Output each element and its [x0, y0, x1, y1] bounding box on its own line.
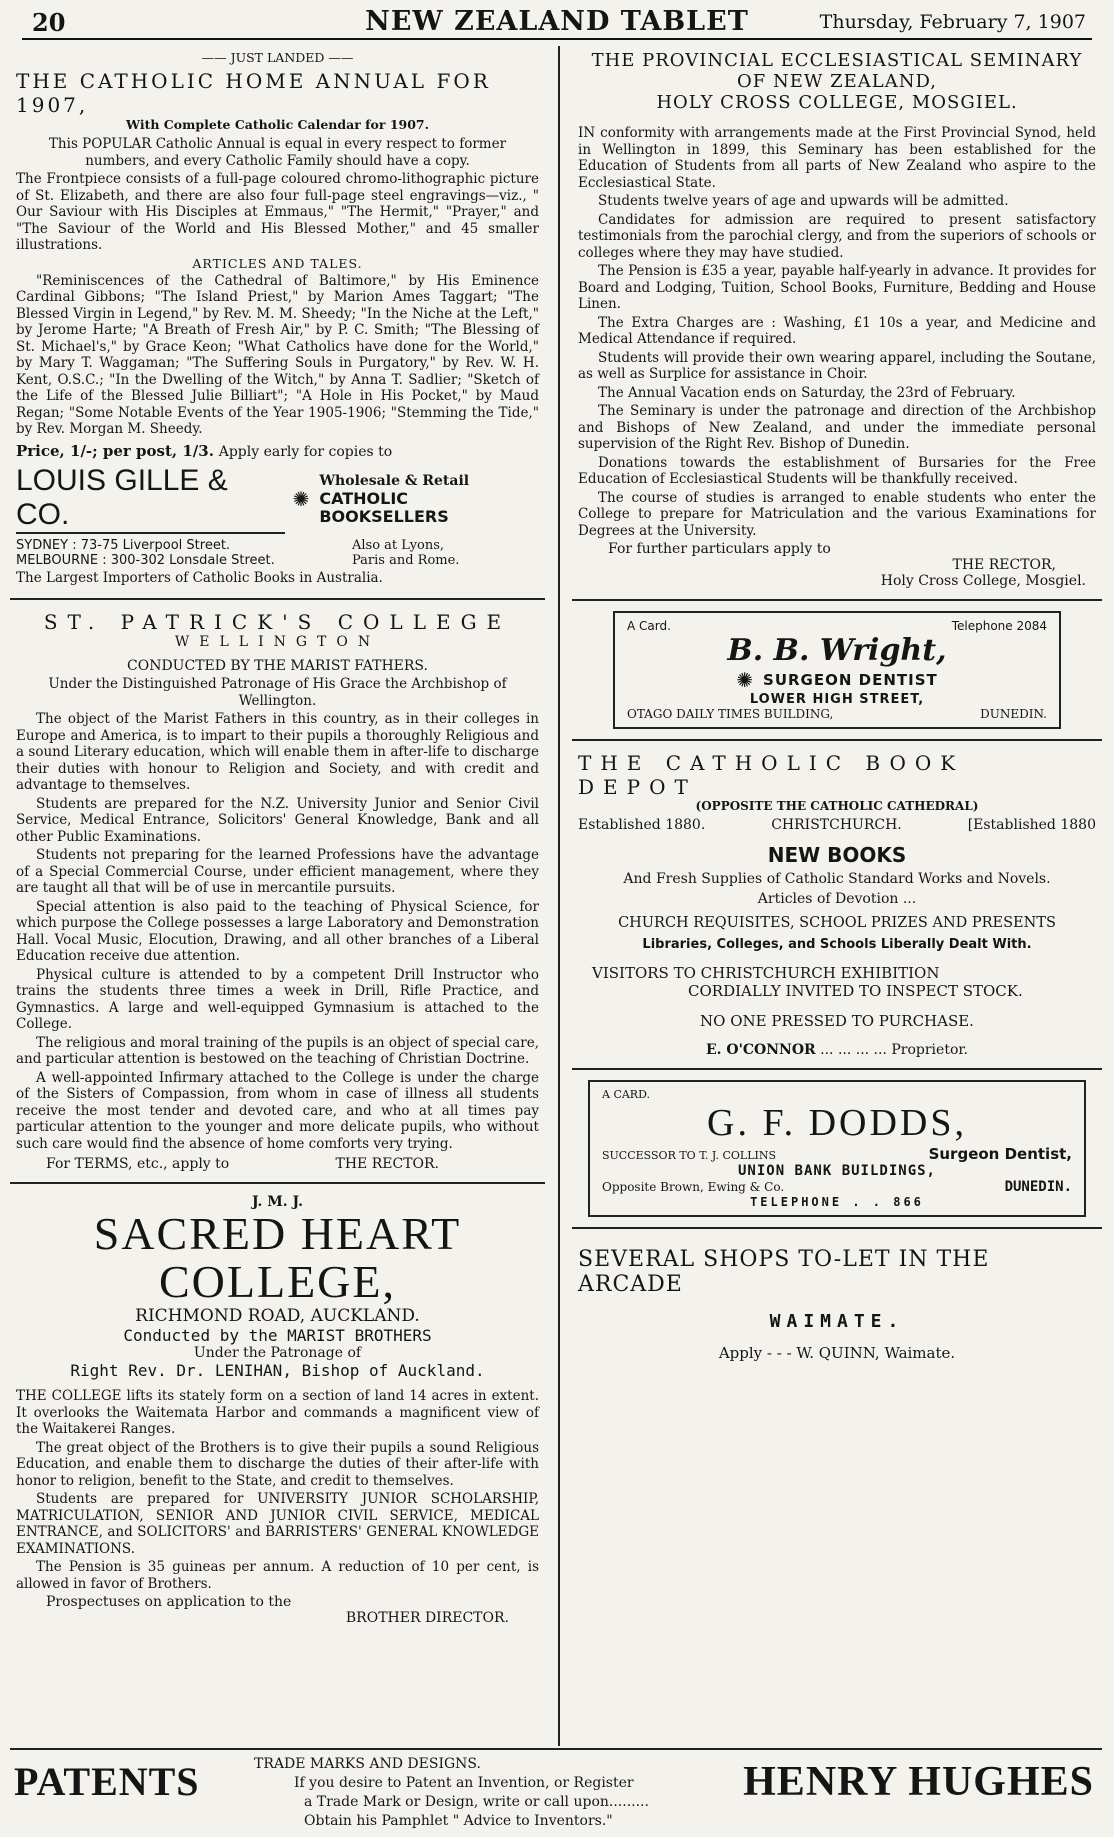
- sacred-para-3: Students are prepared for UNIVERSITY JUNIOR SCHOLARSHIP, MATRICULATION, SENIOR AND JUNIOR CIVIL SERVICE, MEDICAL ENTRANCE, and SOLICITORS' and BARRISTERS' GENERAL KNOWLEDGE EXAMINATIONS.: [16, 1491, 539, 1557]
- also-at-lyons: Also at Lyons,: [352, 537, 445, 553]
- annual-price: Price, 1/-; per post, 1/3.: [16, 441, 214, 460]
- patricks-conducted: CONDUCTED BY THE MARIST FATHERS.: [127, 658, 428, 674]
- dodds-city: DUNEDIN.: [1004, 1179, 1072, 1195]
- dodds-card-label: A CARD.: [602, 1088, 651, 1101]
- patricks-para-2: Students are prepared for the N.Z. University Junior and Senior Civil Service, Medical Entrance, Solicitors' General Knowledge, Bank and all other Public Examinations.: [16, 795, 539, 845]
- patents-line-2: a Trade Mark or Design, write or call upon.........: [304, 1794, 649, 1810]
- depot-no-one: NO ONE PRESSED TO PURCHASE.: [700, 1012, 974, 1030]
- depot-est-right: [Established 1880: [967, 817, 1096, 833]
- dodds-dentist-card: [588, 1080, 1086, 1217]
- starburst-icon: ✺: [292, 486, 310, 511]
- seminary-para-10: The course of studies is arranged to enable students who enter the College to prepare for Matriculation and the various Examinations for Degrees at the University.: [578, 489, 1096, 539]
- annual-frontispiece: The Frontpiece consists of a full-page coloured chromo-lithographic picture of St. Elizabeth, and there are also four full-page steel engravings—viz., " Our Saviour with His Disciples at Emmaus," "The Hermit," "Prayer," and "The Saviour of the World and His Blessed Mother," and 45 smaller illustrations.: [16, 171, 539, 253]
- bottom-banner: [10, 1748, 1102, 1834]
- jmj: J. M. J.: [252, 1194, 303, 1210]
- depot-cordially: CORDIALLY INVITED TO INSPECT STOCK.: [688, 982, 1023, 1000]
- seminary-heading-1: THE PROVINCIAL ECCLESIASTICAL SEMINARY: [591, 50, 1083, 71]
- annual-articles: "Reminiscences of the Cathedral of Baltimore," by His Eminence Cardinal Gibbons; "The Island Priest," by Marion Ames Taggart; "The Blessed Virgin in Legend," by Rev. M. M. Sheedy; "In the Niche at the Left," by Jerome Harte; "A Breath of Fresh Air," by P. C. Smith; "The Blessing of St. Michael's," by Grace Keon; "What Catholics have done for the World," by Mary T. Waggaman; "The Suffering Souls in Purgatory," by Rev. W. H. Kent, O.S.C.; "In the Dwelling of the Witch," by Anna T. Sadlier; "Sketch of the Life of the Blessed Julie Billiart"; "A Hole in His Pocket," by Maud Regan; "Some Notable Events of the Year 1905-1906; "Stemming the Tide," by Rev. Morgan M. Sheedy.: [16, 272, 539, 437]
- sacred-under: Under the Patronage of: [193, 1345, 362, 1361]
- sacred-prospectuses: Prospectuses on application to the: [46, 1594, 292, 1610]
- patents-text: [254, 1754, 734, 1832]
- section-rule: [572, 599, 1102, 601]
- shops-heading: SEVERAL SHOPS TO-LET IN THE ARCADE: [578, 1247, 990, 1297]
- seminary-college: Holy Cross College, Mosgiel.: [880, 573, 1086, 589]
- page-number: 20: [32, 8, 66, 37]
- depot-proprietor: Proprietor.: [891, 1042, 968, 1058]
- seminary-para-3: Candidates for admission are required to present satisfactory testimonials from the parochial clergy, and from the superiors of schools or colleges where they may have studied.: [578, 211, 1096, 261]
- patents-line-3: Obtain his Pamphlet " Advice to Inventors.": [304, 1813, 613, 1829]
- newspaper-title: NEW ZEALAND TABLET: [365, 6, 749, 37]
- seminary-para-9: Donations towards the establishment of Bursaries for the Free Education of Ecclesiastical Students will be thankfully received.: [578, 454, 1096, 487]
- right-column: [572, 46, 1102, 1366]
- column-divider: [558, 46, 560, 1746]
- seminary-heading-3: HOLY CROSS COLLEGE, MOSGIEL.: [656, 92, 1018, 113]
- seminary-para-1: IN conformity with arrangements made at the First Provincial Synod, held in Wellington in 1899, this Seminary has been established for the Education of Students from all parts of New Zealand who aspire to the Ecclesiastical State.: [578, 125, 1096, 191]
- sacred-bishop: Right Rev. Dr. LENIHAN, Bishop of Auckland.: [70, 1361, 485, 1380]
- seminary-para-2: Students twelve years of age and upwards will be admitted.: [598, 193, 1009, 209]
- seminary-para-7: The Annual Vacation ends on Saturday, the 23rd of February.: [598, 384, 1016, 401]
- shops-to-let-ad: [572, 1235, 1102, 1366]
- sacred-heading: SACRED HEART COLLEGE,: [93, 1208, 462, 1307]
- dodds-telephone: TELEPHONE . . 866: [750, 1195, 924, 1209]
- patricks-para-1: The object of the Marist Fathers in this country, as in their colleges in Europe and America, is to impart to their pupils a thoroughly Religious and a sound Literary education, which will enable them in after-life to discharge their duties with honour to Religion and Society, and with credit and advantage to themselves.: [16, 711, 539, 793]
- patricks-place: WELLINGTON: [174, 634, 381, 650]
- dodds-opposite: Opposite Brown, Ewing & Co.: [602, 1180, 785, 1194]
- patricks-patronage: Under the Distinguished Patronage of His Grace the Archbishop of Wellington.: [48, 676, 507, 709]
- section-rule: [572, 1227, 1102, 1229]
- sacred-conducted: Conducted by the MARIST BROTHERS: [123, 1326, 432, 1345]
- patents-line-1: If you desire to Patent an Invention, or Register: [294, 1775, 634, 1791]
- wright-card-label: A Card.: [627, 619, 671, 633]
- section-rule: [10, 1182, 545, 1184]
- st-patricks-ad: [10, 606, 545, 1176]
- wright-dentist-card: [613, 611, 1061, 729]
- dodds-name: G. F. DODDS,: [707, 1102, 967, 1144]
- firm-tag-booksellers: CATHOLIC BOOKSELLERS: [319, 488, 449, 526]
- depot-visitors: VISITORS TO CHRISTCHURCH EXHIBITION: [592, 964, 940, 982]
- depot-dots: ... ... ... ...: [820, 1042, 887, 1058]
- sydney-address: SYDNEY : 73-75 Liverpool Street.: [16, 537, 231, 553]
- depot-est-left: Established 1880.: [578, 817, 706, 833]
- dodds-role: Surgeon Dentist,: [928, 1145, 1072, 1163]
- annual-heading: THE CATHOLIC HOME ANNUAL FOR 1907,: [16, 69, 491, 117]
- wright-building: OTAGO DAILY TIMES BUILDING,: [627, 707, 834, 721]
- melbourne-address: MELBOURNE : 300-302 Lonsdale Street.: [16, 552, 275, 568]
- henry-hughes-heading: HENRY HUGHES: [743, 1759, 1094, 1805]
- depot-requisites: CHURCH REQUISITES, SCHOOL PRIZES AND PRESENTS: [618, 915, 1056, 931]
- section-rule: [572, 739, 1102, 741]
- patricks-terms: For TERMS, etc., apply to: [46, 1156, 230, 1172]
- wright-city: DUNEDIN.: [980, 707, 1047, 721]
- wright-street: LOWER HIGH STREET,: [749, 692, 925, 707]
- masthead: [22, 6, 1092, 40]
- annual-intro: This POPULAR Catholic Annual is equal in every respect to former numbers, and every Catholic Family should have a copy.: [48, 136, 507, 169]
- depot-articles: Articles of Devotion ...: [757, 891, 917, 907]
- shops-apply: Apply - - - W. QUINN, Waimate.: [718, 1344, 956, 1362]
- seminary-para-6: Students will provide their own wearing apparel, including the Soutane, as well as Surplice for assistance in Choir.: [578, 349, 1096, 382]
- patricks-para-3: Students not preparing for the learned Professions have the advantage of a Special Commercial Course, under efficient management, where they are taught all that will be of use in mercantile pursuits.: [16, 847, 539, 896]
- dodds-successor: SUCCESSOR TO T. J. COLLINS: [602, 1149, 777, 1162]
- seminary-rector: THE RECTOR,: [952, 557, 1056, 573]
- seminary-ad: [572, 46, 1102, 593]
- sacred-heart-ad: [10, 1190, 545, 1630]
- seminary-further: For further particulars apply to: [608, 541, 831, 557]
- dodds-buildings: UNION BANK BUILDINGS,: [737, 1163, 936, 1179]
- seminary-heading-2: OF NEW ZEALAND,: [737, 71, 937, 92]
- patricks-para-5: Physical culture is attended to by a competent Drill Instructor who trains the students three times a week in Drill, Rifle Practice, and Gymnastics. A large and well-equipped Gymnasium is attached to the College.: [16, 966, 539, 1032]
- patricks-para-7: A well-appointed Infirmary attached to the College is under the charge of the Sisters of Compassion, from whom in case of illness all students receive the most tender and devoted care, and who at all times pay particular attention to the younger and more delicate pupils, who without such care would find the absence of home comforts very trying.: [16, 1069, 539, 1152]
- depot-libraries: Libraries, Colleges, and Schools Liberally Dealt With.: [642, 937, 1032, 952]
- section-rule: [10, 598, 545, 600]
- depot-fresh: And Fresh Supplies of Catholic Standard Works and Novels.: [623, 871, 1051, 887]
- largest-importers: The Largest Importers of Catholic Books in Australia.: [16, 569, 383, 586]
- firm-tag-wholesale: Wholesale & Retail: [319, 472, 470, 489]
- annual-apply: Apply early for copies to: [218, 443, 393, 460]
- sacred-para-1: THE COLLEGE lifts its stately form on a section of land 14 acres in extent. It overlooks the Waitemata Harbor and commands a magnificent view of the Waitakerei Ranges.: [16, 1388, 539, 1437]
- catholic-annual-ad: [10, 46, 545, 592]
- left-column: [10, 46, 545, 1630]
- depot-city: CHRISTCHURCH.: [771, 817, 902, 833]
- shops-town: WAIMATE.: [769, 1311, 905, 1332]
- articles-heading: ARTICLES AND TALES.: [192, 255, 363, 271]
- trade-marks-heading: TRADE MARKS AND DESIGNS.: [254, 1756, 481, 1772]
- depot-opposite: (OPPOSITE THE CATHOLIC CATHEDRAL): [695, 799, 979, 813]
- depot-new-books: NEW BOOKS: [767, 843, 907, 867]
- book-depot-ad: [572, 747, 1102, 1062]
- issue-date: Thursday, February 7, 1907: [819, 11, 1086, 33]
- patricks-rector: THE RECTOR.: [335, 1156, 439, 1172]
- seminary-para-4: The Pension is £35 a year, payable half-yearly in advance. It provides for Board and Lodging, Tuition, School Books, Furniture, Bedding and House Linen.: [578, 263, 1096, 312]
- wright-telephone: Telephone 2084: [951, 619, 1047, 633]
- just-landed: —— JUST LANDED ——: [201, 50, 354, 65]
- wright-role: SURGEON DENTIST: [763, 671, 938, 689]
- sacred-para-4: The Pension is 35 guineas per annum. A reduction of 10 per cent, is allowed in favor of Brothers.: [16, 1559, 539, 1592]
- louis-gille-name: LOUIS GILLE & CO.: [16, 464, 285, 534]
- annual-subheading: With Complete Catholic Calendar for 1907.: [126, 117, 429, 132]
- seminary-para-5: The Extra Charges are : Washing, £1 10s a year, and Medicine and Medical Attendance if required.: [578, 314, 1096, 347]
- patricks-para-4: Special attention is also paid to the teaching of Physical Science, for which purpose the College possesses a large Laboratory and Demonstration Hall. Vocal Music, Elocution, Drawing, and all other branches of a Liberal Education receive due attention.: [16, 898, 539, 964]
- sacred-director: BROTHER DIRECTOR.: [345, 1610, 509, 1626]
- wright-name: B. B. Wright,: [727, 633, 947, 668]
- depot-heading: THE CATHOLIC BOOK DEPOT: [578, 751, 965, 799]
- patricks-heading: ST. PATRICK'S COLLEGE: [43, 610, 512, 634]
- also-at-paris: Paris and Rome.: [352, 552, 460, 568]
- section-rule: [572, 1068, 1102, 1070]
- patricks-para-6: The religious and moral training of the pupils is an object of special care, and particular attention is bestowed on the teaching of Christian Doctrine.: [16, 1034, 539, 1067]
- depot-proprietor-name: E. O'CONNOR: [706, 1042, 816, 1058]
- patents-heading: PATENTS: [14, 1759, 200, 1804]
- starburst-icon: ✺: [736, 668, 754, 692]
- sacred-address: RICHMOND ROAD, AUCKLAND.: [135, 1306, 420, 1326]
- seminary-para-8: The Seminary is under the patronage and direction of the Archbishop and Bishops of New Zealand, and under the immediate personal supervision of the Right Rev. Bishop of Dunedin.: [578, 403, 1096, 452]
- sacred-para-2: The great object of the Brothers is to give their pupils a sound Religious Education, and enable them to discharge the duties of their after-life with honor to religion, benefit to the State, and credit to themselves.: [16, 1439, 539, 1489]
